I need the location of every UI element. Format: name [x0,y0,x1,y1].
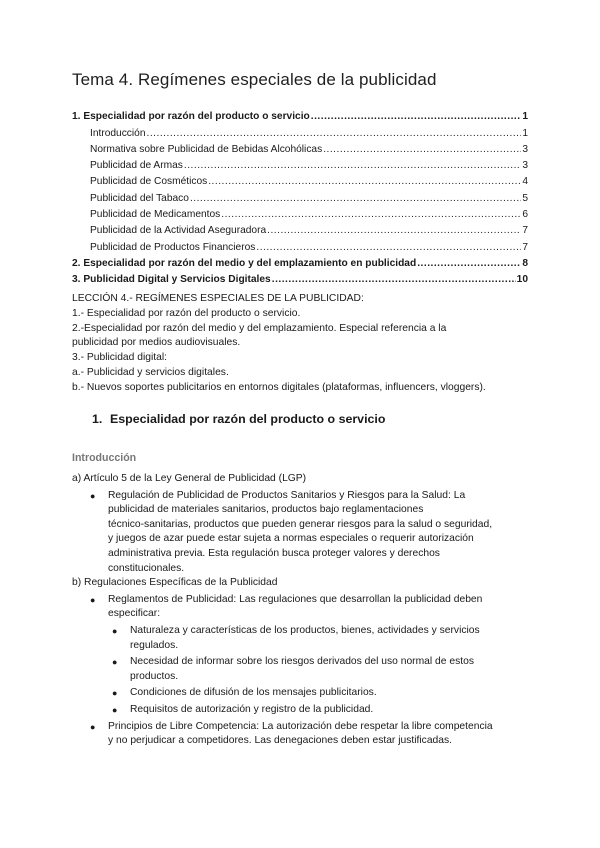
toc-entry-text: Publicidad de Cosméticos [90,176,208,188]
lesson-line: 3.- Publicidad digital: [72,352,168,364]
sub-list-item [72,703,532,718]
section-number: 1. [92,412,103,426]
list-item [72,593,532,622]
toc-entry-page: 3 [522,160,528,172]
toc-entry-text: 1. Especialidad por razón del producto o servicio [72,111,310,123]
toc-entry-page: 7 [522,225,528,237]
body-content [72,472,532,749]
sub-list-item [72,624,532,653]
bullet-icon: ● [112,625,118,636]
toc-entry-page: 5 [522,192,528,204]
bullet-icon: ● [112,704,118,715]
sub-list-item [72,655,532,684]
table-of-contents [72,108,528,287]
list-item [72,489,532,577]
list-item-line: Principios de Libre Competencia: La autorización debe respetar la libre competencia [108,720,493,732]
toc-entry-page: 7 [522,241,528,253]
toc-entry-page: 3 [522,143,528,155]
toc-entry[interactable] [72,189,528,205]
toc-entry-text: Publicidad de Productos Financieros [90,241,256,253]
list-item-line: Necesidad de informar sobre los riesgos derivados del uso normal de estos [130,656,474,668]
list-item-line: y no perjudicar a competidores. Las denegaciones deben estar justificadas. [108,735,453,747]
bullet-icon: ● [90,490,96,501]
list-item-line: regulados. [130,639,179,651]
lesson-line: a.- Publicidad y servicios digitales. [72,366,229,378]
toc-entry-page: 4 [522,176,528,188]
list-item-line: productos. [130,670,179,682]
toc-entry[interactable] [72,222,528,238]
toc-entry-text: 3. Publicidad Digital y Servicios Digitales [72,274,271,286]
lesson-outline [72,292,532,396]
section-title: Especialidad por razón del producto o servicio [110,412,386,426]
list-item-line: técnico-sanitarias, productos que pueden generar riesgos para la salud o seguridad, [108,518,493,530]
toc-entry[interactable] [72,255,528,271]
toc-entry[interactable] [72,173,528,189]
toc-entry-page: 8 [522,257,528,269]
lesson-line: 2.-Especialidad por razón del medio y del emplazamiento. Especial referencia a la [72,322,447,334]
lesson-line: 1.- Especialidad por razón del producto o servicio. [72,307,301,319]
toc-entry[interactable] [72,206,528,222]
sub-list-item [72,686,532,701]
lesson-line: b.- Nuevos soportes publicitarios en entornos digitales (plataformas, influencers, vloggers). [72,381,486,393]
list-item-line: y juegos de azar puede estar sujeta a normas especiales o requerir autorización [108,533,474,545]
toc-entry-text: Normativa sobre Publicidad de Bebidas Alcohólicas [90,143,323,155]
paragraph-label-b: b) Regulaciones Específicas de la Publicidad [72,577,278,589]
bullet-icon: ● [90,721,96,732]
toc-entry[interactable] [72,141,528,157]
toc-entry-text: Introducción [90,127,146,139]
lesson-line: LECCIÓN 4.- REGÍMENES ESPECIALES DE LA PUBLICIDAD: [72,293,364,304]
list-item-line: publicidad de materiales sanitarios, productos bajo reglamentaciones [108,504,424,516]
list-item-line: Regulación de Publicidad de Productos Sanitarios y Riesgos para la Salud: La [108,489,466,501]
list-item-line: administrativa previa. Esta regulación busca proteger valores y derechos [108,547,440,559]
toc-entry-text: Publicidad de Medicamentos [90,209,221,221]
paragraph-label-a: a) Artículo 5 de la Ley General de Publicidad (LGP) [72,473,307,484]
toc-entry-page: 6 [522,209,528,221]
toc-entry-text: Publicidad del Tabaco [90,192,189,204]
toc-entry[interactable] [72,238,528,254]
toc-entry[interactable] [72,108,528,124]
page-title: Tema 4. Regímenes especiales de la publicidad [72,70,437,89]
list-item-line: Naturaleza y características de los productos, bienes, actividades y servicios [130,624,480,636]
toc-entry[interactable] [72,124,528,140]
toc-entry-page: 1 [522,111,528,123]
toc-entry-text: 2. Especialidad por razón del medio y del emplazamiento en publicidad [72,257,417,269]
list-item-line: constitucionales. [108,562,185,574]
bullet-icon: ● [90,594,96,605]
toc-entry-page: 1 [522,127,528,139]
subheading-introduccion: Introducción [72,452,137,464]
bullet-icon: ● [112,657,118,668]
list-item-line: Requisitos de autorización y registro de la publicidad. [130,703,374,715]
toc-entry[interactable] [72,271,528,287]
toc-entry[interactable] [72,157,528,173]
toc-entry-text: Publicidad de la Actividad Aseguradora [90,225,267,237]
bullet-icon: ● [112,688,118,699]
toc-entry-page: 10 [516,274,528,286]
list-item-line: Condiciones de difusión de los mensajes publicitarios. [130,687,377,699]
lesson-line: publicidad por medios audiovisuales. [72,337,241,349]
toc-entry-text: Publicidad de Armas [90,160,183,172]
list-item [72,720,532,749]
list-item-line: especificar: [108,608,161,620]
section-heading [92,412,385,426]
list-item-line: Reglamentos de Publicidad: Las regulaciones que desarrollan la publicidad deben [108,593,483,605]
